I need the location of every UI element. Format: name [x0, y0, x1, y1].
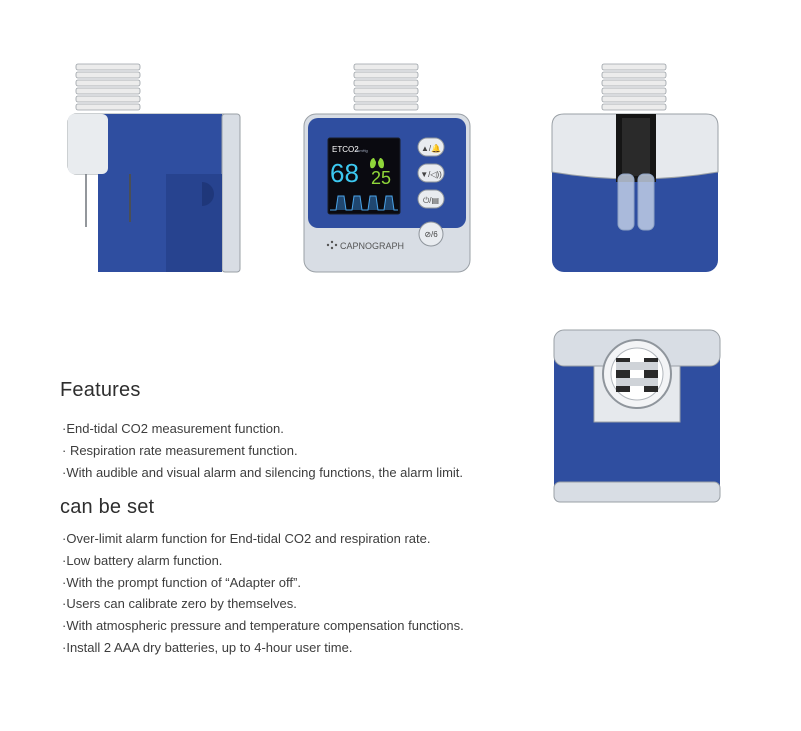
etco2-value: 68 — [330, 158, 359, 188]
features-heading: Features — [60, 379, 141, 401]
airway-adapter-fins — [602, 64, 666, 110]
airway-adapter-fins — [76, 64, 140, 110]
features-list — [62, 418, 463, 483]
settable-heading: can be set — [60, 496, 155, 518]
list-item: · Respiration rate measurement function. — [62, 442, 298, 458]
list-item: ·With atmospheric pressure and temperature compensation functions. — [62, 618, 464, 634]
button-power-menu[interactable] — [418, 190, 444, 208]
down-silence-icon: ▼/◁)) — [420, 170, 442, 179]
airway-adapter-fins — [354, 64, 418, 110]
screen-label: ETCO2 — [332, 145, 359, 154]
device-front-view — [300, 62, 475, 277]
screen-unit: mmHg — [356, 148, 368, 153]
rr-value: 25 — [371, 168, 392, 188]
settable-list — [62, 528, 464, 659]
device-bottom-view — [550, 326, 725, 506]
zero-calibrate-icon: ⊘/6 — [424, 230, 438, 239]
button-zero-calibrate[interactable] — [419, 222, 443, 246]
up-alarm-icon: ▲/🔔 — [420, 144, 442, 153]
device-side-view — [62, 62, 247, 277]
list-item: ·Users can calibrate zero by themselves. — [62, 596, 297, 612]
button-up-alarm[interactable] — [418, 138, 444, 156]
list-item: ·Low battery alarm function. — [62, 552, 223, 568]
list-item: ·Over-limit alarm function for End-tidal CO2 and respiration rate. — [62, 531, 431, 546]
list-item: ·With audible and visual alarm and silencing functions, the alarm limit. — [62, 464, 464, 480]
brand-label: CAPNOGRAPH — [340, 241, 405, 251]
power-menu-icon: ⏻/▤ — [422, 196, 440, 205]
device-back-view — [548, 62, 723, 277]
list-item: ·Install 2 AAA dry batteries, up to 4-hour user time. — [62, 639, 353, 655]
list-item: ·With the prompt function of “Adapter off”. — [62, 574, 301, 590]
list-item: ·End-tidal CO2 measurement function. — [62, 421, 284, 436]
button-down-silence[interactable] — [418, 164, 444, 182]
